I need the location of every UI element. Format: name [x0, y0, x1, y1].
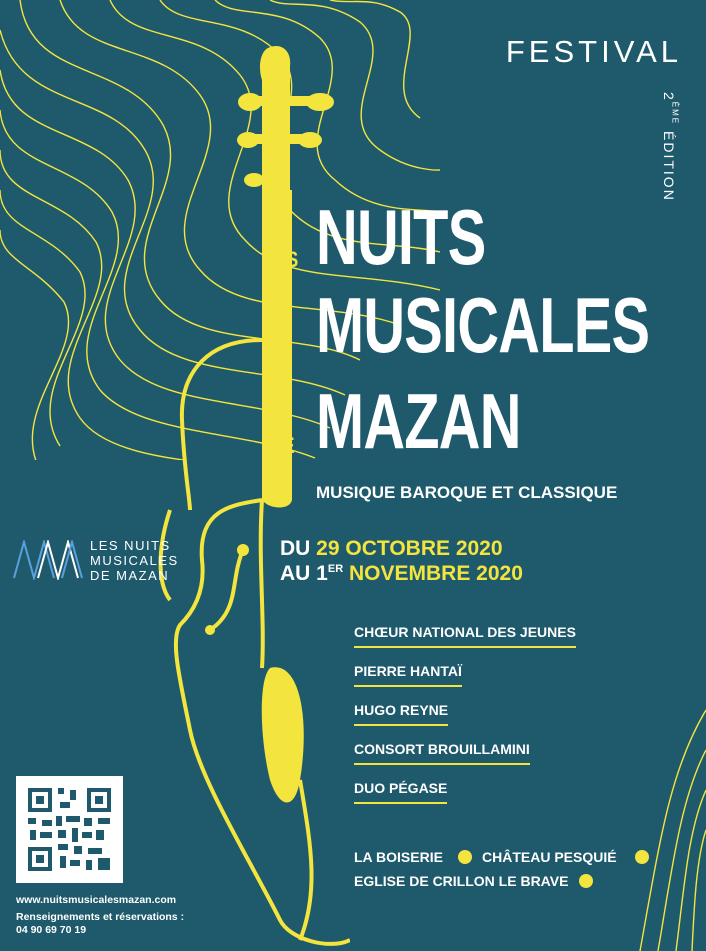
subtitle: MUSIQUE BAROQUE ET CLASSIQUE: [316, 483, 618, 502]
title-line-2: MUSICALES: [316, 281, 650, 369]
festival-logo-text: [90, 538, 179, 583]
venue-bullet-icon: [579, 874, 593, 888]
website-link[interactable]: www.nuitsmusicalesmazan.com: [16, 894, 177, 906]
title-line-1: NUITS: [316, 193, 486, 281]
artist-item: CHŒUR NATIONAL DES JEUNES: [354, 624, 576, 648]
venue-item: LA BOISERIE: [354, 849, 443, 865]
artist-item: CONSORT BROUILLAMINI: [354, 741, 530, 765]
date-end-prefix: AU 1: [280, 562, 328, 585]
date-end-sup: ER: [327, 563, 344, 575]
logo-line-3: DE MAZAN: [90, 568, 170, 583]
festival-logo-icon: [12, 540, 88, 580]
edition-suffix: ÈME: [670, 101, 680, 126]
qr-code[interactable]: [16, 776, 123, 883]
date-start-value: 29 OCTOBRE 2020: [316, 537, 503, 560]
date-start: [280, 537, 503, 561]
info-label: Renseignements et réservations :: [16, 911, 185, 923]
qr-code-icon: [16, 776, 123, 883]
venue-bullet-icon: [635, 850, 649, 864]
wave-lines-decoration-bottom: [600, 690, 706, 951]
venue-bullet-icon: [458, 850, 472, 864]
artist-item: DUO PÉGASE: [354, 780, 447, 804]
edition-number: 2: [661, 92, 677, 102]
artist-item: HUGO REYNE: [354, 702, 448, 726]
title-de: DE: [270, 433, 295, 458]
venue-item: CHÂTEAU PESQUIÉ: [482, 849, 617, 865]
venue-item: EGLISE DE CRILLON LE BRAVE: [354, 873, 569, 889]
date-start-prefix: DU: [280, 537, 317, 560]
title-les: LES: [264, 247, 299, 272]
artist-item: PIERRE HANTAÏ: [354, 663, 462, 687]
date-end: [280, 562, 523, 586]
edition-text: ÉDITION: [661, 125, 677, 202]
date-end-value: NOVEMBRE 2020: [343, 562, 523, 585]
logo-line-2: MUSICALES: [90, 553, 179, 568]
logo-line-1: LES NUITS: [90, 538, 171, 553]
phone-number[interactable]: 04 90 69 70 19: [16, 924, 87, 936]
edition-label: [661, 92, 680, 202]
title-line-3: MAZAN: [316, 377, 521, 465]
festival-label: FESTIVAL: [505, 34, 682, 69]
